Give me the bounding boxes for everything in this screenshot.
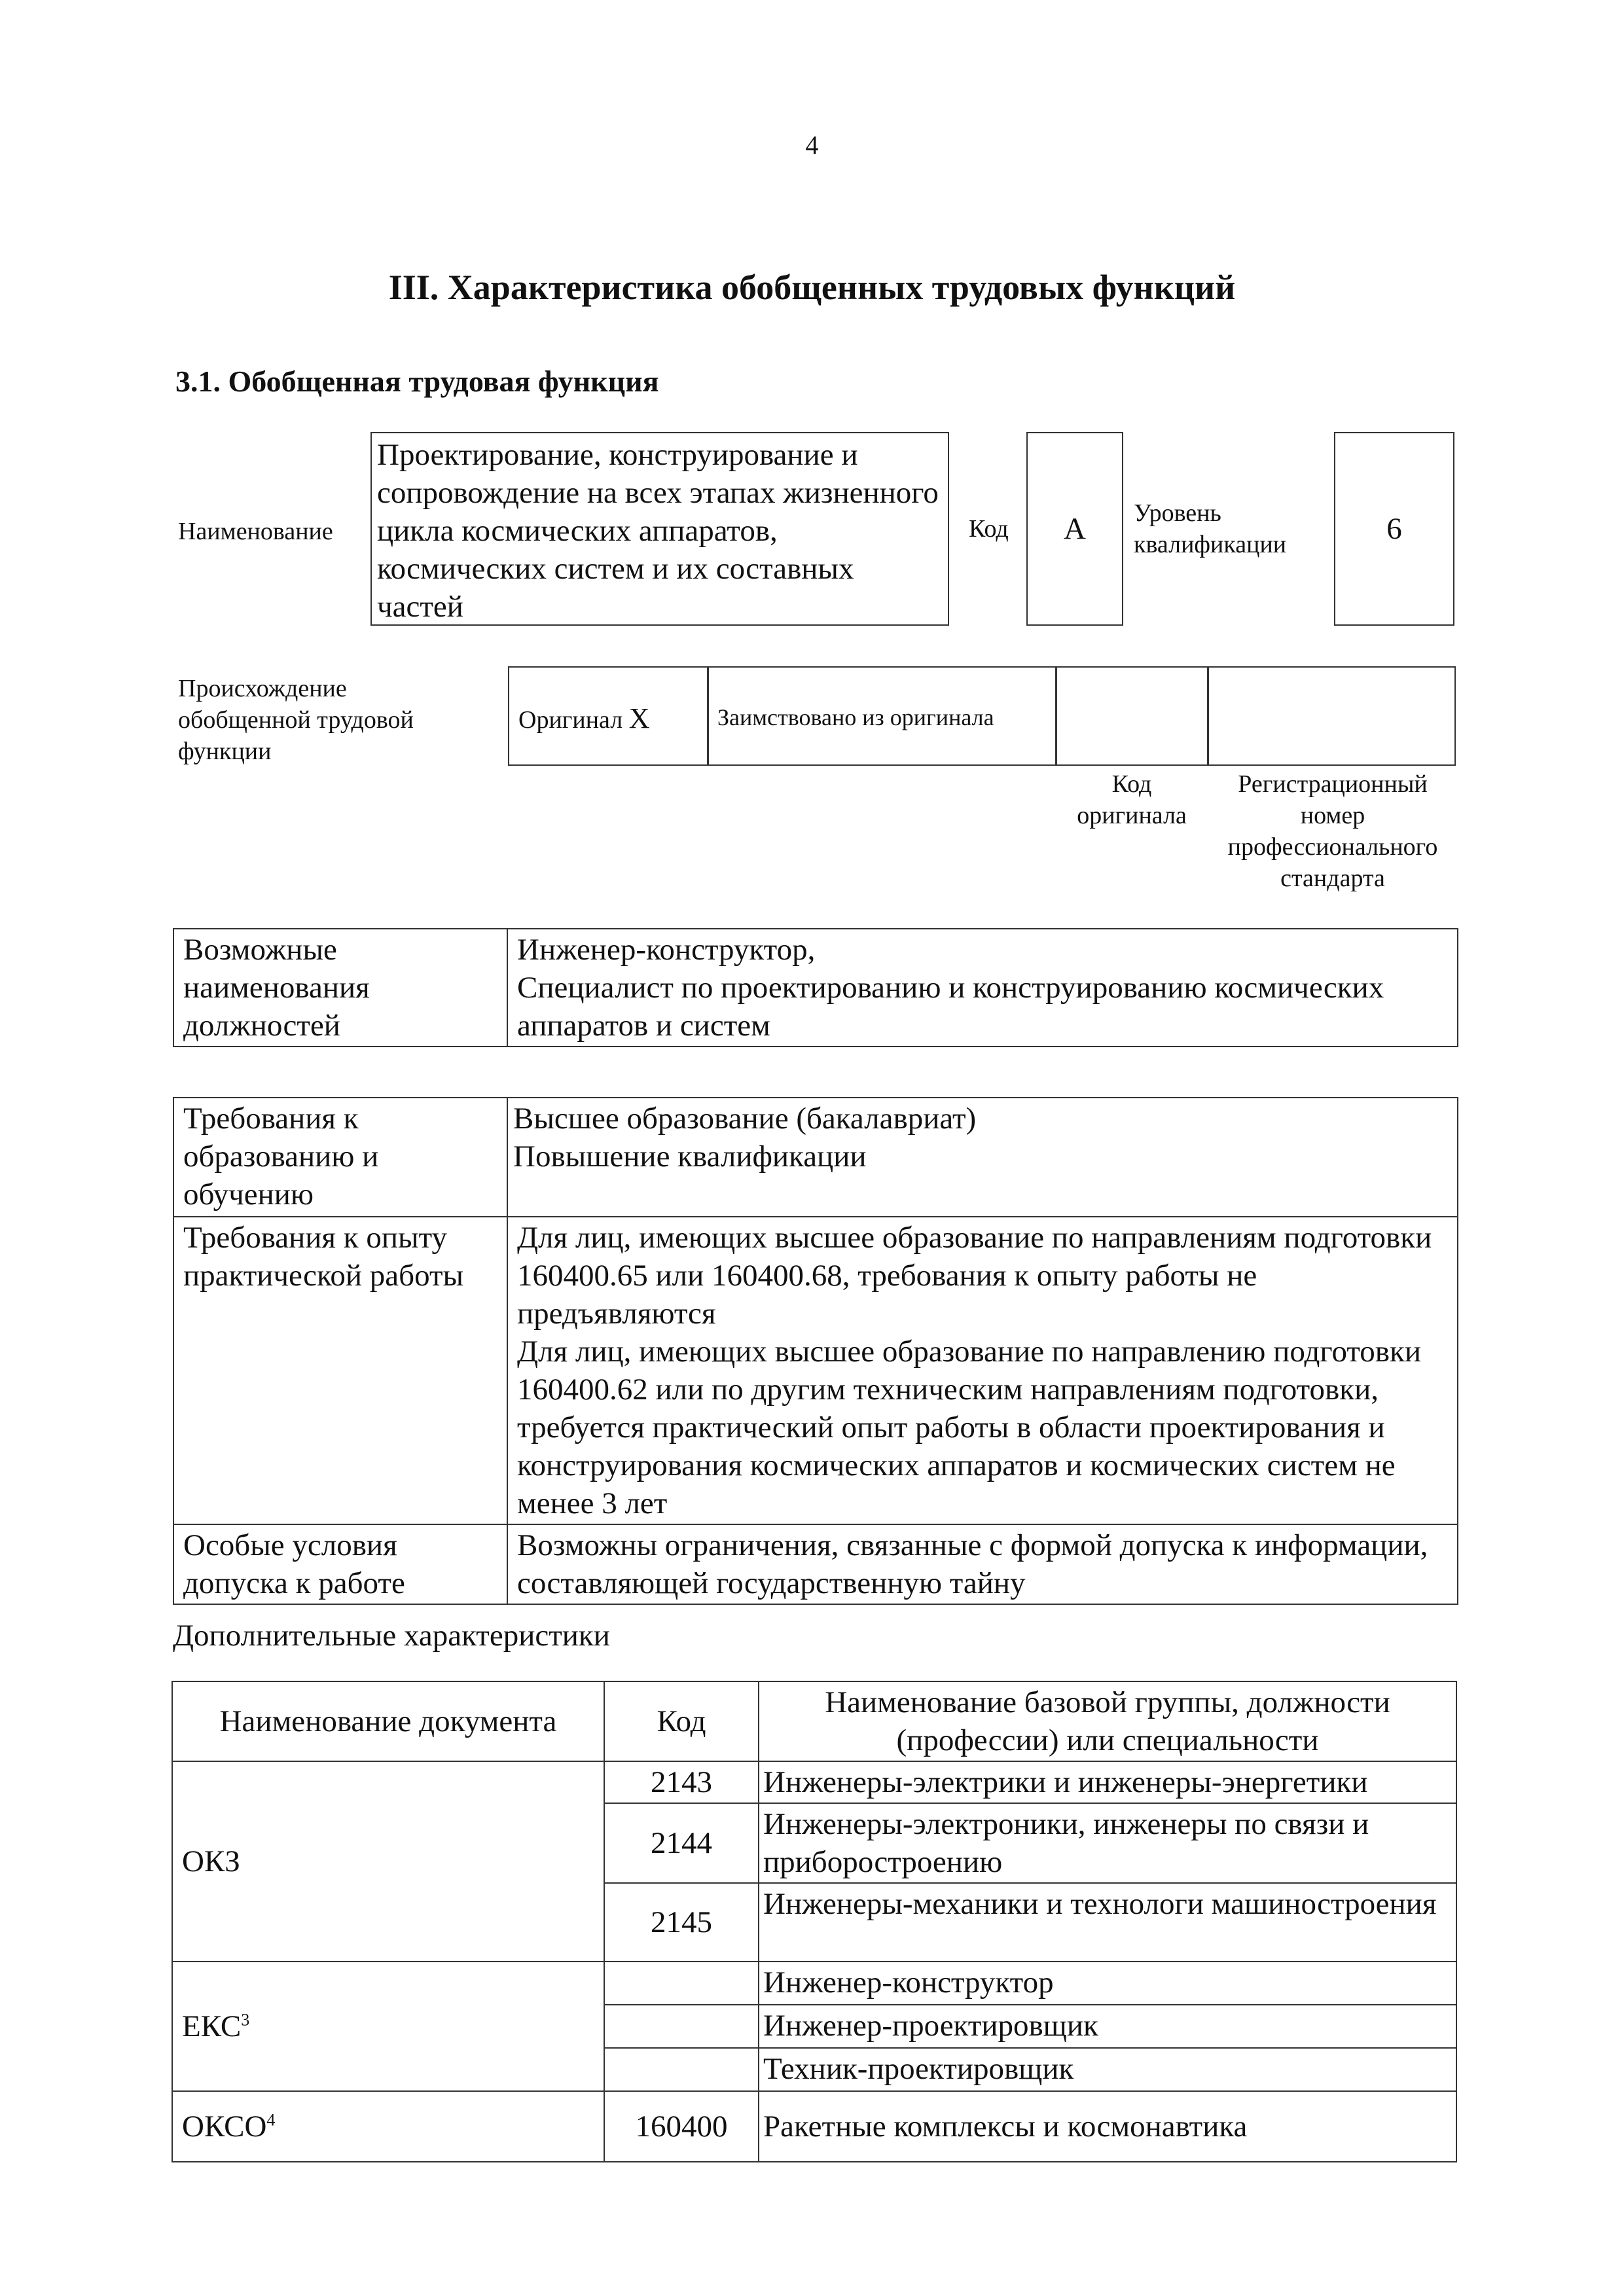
- education-value: Высшее образование (бакалавриат) Повышение квалификации: [507, 1098, 1458, 1217]
- okz-doc: ОКЗ: [172, 1761, 604, 1962]
- additional-table: [171, 1681, 1457, 2162]
- eks-doc-label: ЕКС: [182, 2009, 242, 2043]
- experience-value: Для лиц, имеющих высшее образование по направлениям подготовки 160400.65 или 160400.68, требования к опыту работы не предъявляются Для лиц, имеющих высшее образование по направлению подготовки 160400.62 или по другим техническим направлениям подготовки, требуется практический опыт работы в области проектирования и конструирования космических аппаратов и космических систем не менее 3 лет: [507, 1217, 1458, 1524]
- requirements-row: [173, 1524, 1458, 1604]
- origin-label: Происхождение обобщенной трудовой функции: [178, 675, 414, 765]
- requirements-row: [173, 1217, 1458, 1524]
- section-title: III. Характеристика обобщенных трудовых функций: [388, 268, 1236, 307]
- positions-label: Возможные наименования должностей: [173, 929, 507, 1047]
- eks-name-3: Техник-проектировщик: [759, 2048, 1456, 2091]
- code-box: [1026, 432, 1123, 626]
- level-label: Уровень квалификации: [1134, 499, 1287, 558]
- eks-code-2: [604, 2005, 759, 2048]
- borrowed-label: Заимствовано из оригинала: [717, 704, 994, 730]
- okso-name: Ракетные комплексы и космонавтика: [759, 2091, 1456, 2162]
- function-name-value: Проектирование, конструирование и сопровождение на всех этапах жизненного цикла космических аппаратов, космических систем и их составных частей: [377, 438, 939, 624]
- origin-divider-1: [707, 666, 709, 766]
- special-conditions-label: Особые условия допуска к работе: [173, 1524, 507, 1604]
- okz-code-1: 2143: [604, 1761, 759, 1803]
- okz-name-3: Инженеры-механики и технологи машиностроения: [759, 1883, 1456, 1962]
- okso-footnote: 4: [266, 2110, 276, 2130]
- origin-divider-2: [1055, 666, 1057, 766]
- eks-code-3: [604, 2048, 759, 2091]
- function-name-box: [370, 432, 949, 626]
- table-row: [172, 1962, 1456, 2005]
- level-value: 6: [1386, 512, 1402, 546]
- positions-table: [173, 928, 1458, 1047]
- original-label: Оригинал: [518, 706, 623, 734]
- okso-code: 160400: [604, 2091, 759, 2162]
- okz-name-1: Инженеры-электрики и инженеры-энергетики: [759, 1761, 1456, 1803]
- okz-code-3: 2145: [604, 1883, 759, 1962]
- header-name: Наименование базовой группы, должности (профессии) или специальности: [759, 1681, 1456, 1761]
- positions-row: [173, 929, 1458, 1047]
- original-mark: X: [628, 702, 650, 734]
- experience-label: Требования к опыту практической работы: [173, 1217, 507, 1524]
- original-cell: [518, 703, 649, 736]
- eks-footnote: 3: [241, 2010, 250, 2030]
- okz-code-2: 2144: [604, 1803, 759, 1883]
- reg-number-caption: Регистрационный номер профессионального стандарта: [1227, 770, 1438, 892]
- additional-title: Дополнительные характеристики: [173, 1619, 610, 1653]
- eks-code-1: [604, 1962, 759, 2005]
- okz-name-2: Инженеры-электроники, инженеры по связи и приборостроению: [759, 1803, 1456, 1883]
- okso-doc-label: ОКСО: [182, 2109, 267, 2144]
- name-label: Наименование: [178, 518, 333, 545]
- page-number: 4: [805, 130, 819, 160]
- code-label: Код: [969, 515, 1009, 543]
- special-conditions-value: Возможны ограничения, связанные с формой допуска к информации, составляющей государственную тайну: [507, 1524, 1458, 1604]
- table-row: [172, 1761, 1456, 1803]
- okso-doc: [172, 2091, 604, 2162]
- origin-divider-3: [1207, 666, 1209, 766]
- original-code-caption: Код оригинала: [1077, 770, 1187, 829]
- additional-header-row: [172, 1681, 1456, 1761]
- education-label: Требования к образованию и обучению: [173, 1098, 507, 1217]
- positions-value: Инженер-конструктор, Специалист по проектированию и конструированию космических аппаратов и систем: [507, 929, 1458, 1047]
- requirements-table: [173, 1097, 1458, 1605]
- header-document: Наименование документа: [172, 1681, 604, 1761]
- requirements-row: [173, 1098, 1458, 1217]
- header-code: Код: [604, 1681, 759, 1761]
- level-box: [1334, 432, 1454, 626]
- table-row: [172, 2091, 1456, 2162]
- eks-doc: [172, 1962, 604, 2091]
- eks-name-1: Инженер-конструктор: [759, 1962, 1456, 2005]
- code-value: А: [1064, 512, 1086, 546]
- subsection-title: 3.1. Обобщенная трудовая функция: [175, 365, 659, 398]
- eks-name-2: Инженер-проектировщик: [759, 2005, 1456, 2048]
